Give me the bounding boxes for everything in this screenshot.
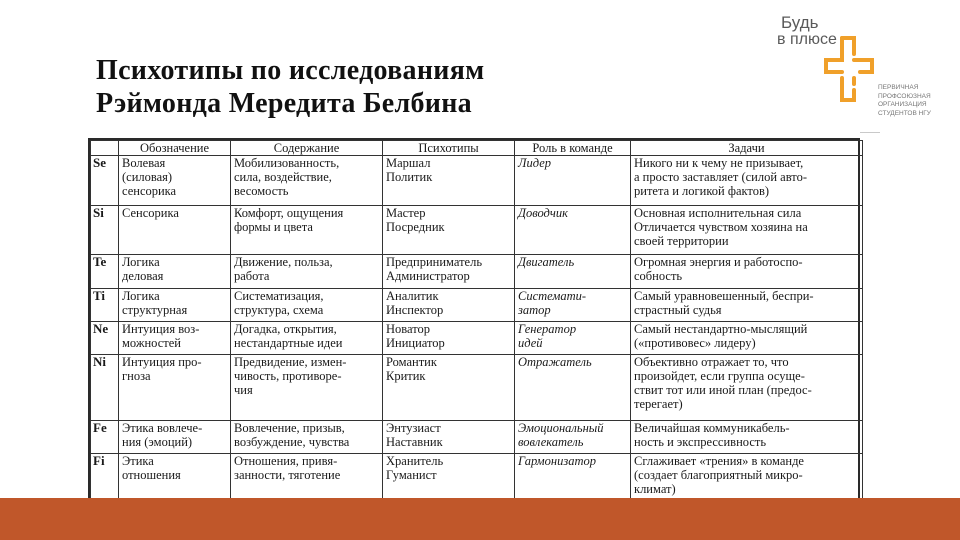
header-designation: Обозначение bbox=[119, 141, 231, 156]
table-row bbox=[91, 420, 863, 453]
header-code bbox=[91, 141, 119, 156]
cell-tasks: Величайшая коммуникабель- ность и экспрессивность bbox=[631, 420, 863, 453]
cell-designation: Этика отношения bbox=[119, 454, 231, 504]
cell-role: Доводчик bbox=[515, 205, 631, 255]
header-tasks: Задачи bbox=[631, 141, 863, 156]
psychotypes-table bbox=[90, 140, 863, 504]
cell-tasks: Огромная энергия и работоспо- собность bbox=[631, 255, 863, 288]
cell-content: Систематизация, структура, схема bbox=[231, 288, 383, 321]
cell-role: Двигатель bbox=[515, 255, 631, 288]
psychotypes-table-container bbox=[88, 138, 860, 506]
cell-code: Si bbox=[91, 205, 119, 255]
table-row bbox=[91, 255, 863, 288]
cell-tasks: Никого ни к чему не призывает, а просто заставляет (силой авто- ритета и логикой фактов) bbox=[631, 156, 863, 206]
table-row bbox=[91, 454, 863, 504]
table-row bbox=[91, 355, 863, 421]
title-line-2: Рэймонда Мередита Белбина bbox=[96, 88, 472, 119]
cell-code: Fe bbox=[91, 420, 119, 453]
logo-text-line-1: Будь bbox=[781, 13, 819, 32]
cell-code: Fi bbox=[91, 454, 119, 504]
logo-text-line-2: в плюсе bbox=[777, 31, 837, 48]
cell-role: Системати- затор bbox=[515, 288, 631, 321]
cell-designation: Этика вовлече- ния (эмоций) bbox=[119, 420, 231, 453]
cell-designation: Логика деловая bbox=[119, 255, 231, 288]
table-body bbox=[91, 156, 863, 504]
slide-title bbox=[96, 54, 485, 120]
cell-role: Отражатель bbox=[515, 355, 631, 421]
cell-designation: Волевая (силовая) сенсорика bbox=[119, 156, 231, 206]
cell-content: Мобилизованность, сила, воздействие, весомость bbox=[231, 156, 383, 206]
cell-designation: Интуиция воз- можностей bbox=[119, 321, 231, 354]
cell-code: Ti bbox=[91, 288, 119, 321]
cell-content: Догадка, открытия, нестандартные идеи bbox=[231, 321, 383, 354]
cell-tasks: Самый нестандартно-мыслящий («противовес» лидеру) bbox=[631, 321, 863, 354]
header-content: Содержание bbox=[231, 141, 383, 156]
cell-types: Маршал Политик bbox=[383, 156, 515, 206]
table-row bbox=[91, 205, 863, 255]
cell-code: Se bbox=[91, 156, 119, 206]
title-line-1: Психотипы по исследованиям bbox=[96, 55, 485, 86]
divider bbox=[860, 132, 880, 133]
cell-content: Отношения, привя- занности, тяготение bbox=[231, 454, 383, 504]
cell-types: Новатор Инициатор bbox=[383, 321, 515, 354]
cell-role: Гармонизатор bbox=[515, 454, 631, 504]
cell-code: Ne bbox=[91, 321, 119, 354]
cell-types: Аналитик Инспектор bbox=[383, 288, 515, 321]
cell-role: Эмоциональный вовлекатель bbox=[515, 420, 631, 453]
header-role: Роль в команде bbox=[515, 141, 631, 156]
cell-code: Te bbox=[91, 255, 119, 288]
table-row bbox=[91, 288, 863, 321]
cell-content: Вовлечение, призыв, возбуждение, чувства bbox=[231, 420, 383, 453]
table-row bbox=[91, 156, 863, 206]
cell-content: Комфорт, ощущения формы и цвета bbox=[231, 205, 383, 255]
cell-designation: Логика структурная bbox=[119, 288, 231, 321]
cell-types: Хранитель Гуманист bbox=[383, 454, 515, 504]
cell-code: Ni bbox=[91, 355, 119, 421]
cell-tasks: Объективно отражает то, что произойдет, если группа осуще- ствит тот или иной план (предос- терегает) bbox=[631, 355, 863, 421]
table-row bbox=[91, 321, 863, 354]
table-header-row bbox=[91, 141, 863, 156]
cell-role: Лидер bbox=[515, 156, 631, 206]
cell-content: Предвидение, измен- чивость, противоре- чия bbox=[231, 355, 383, 421]
cell-tasks: Основная исполнительная сила Отличается чувством хозяина на своей территории bbox=[631, 205, 863, 255]
plus-logo-icon bbox=[820, 34, 880, 114]
cell-designation: Сенсорика bbox=[119, 205, 231, 255]
cell-designation: Интуиция про- гноза bbox=[119, 355, 231, 421]
cell-role: Генератор идей bbox=[515, 321, 631, 354]
cell-content: Движение, польза, работа bbox=[231, 255, 383, 288]
header-types: Психотипы bbox=[383, 141, 515, 156]
cell-types: Романтик Критик bbox=[383, 355, 515, 421]
logo-subtitle: ПЕРВИЧНАЯ ПРОФСОЮЗНАЯ ОРГАНИЗАЦИЯ СТУДЕНТОВ НГУ bbox=[878, 84, 931, 117]
cell-types: Энтузиаст Наставник bbox=[383, 420, 515, 453]
cell-types: Мастер Посредник bbox=[383, 205, 515, 255]
bottom-bar bbox=[0, 498, 960, 540]
cell-tasks: Сглаживает «трения» в команде (создает благоприятный микро- климат) bbox=[631, 454, 863, 504]
cell-tasks: Самый уравновешенный, беспри- страстный судья bbox=[631, 288, 863, 321]
cell-types: Предприниматель Администратор bbox=[383, 255, 515, 288]
logo bbox=[775, 10, 931, 130]
